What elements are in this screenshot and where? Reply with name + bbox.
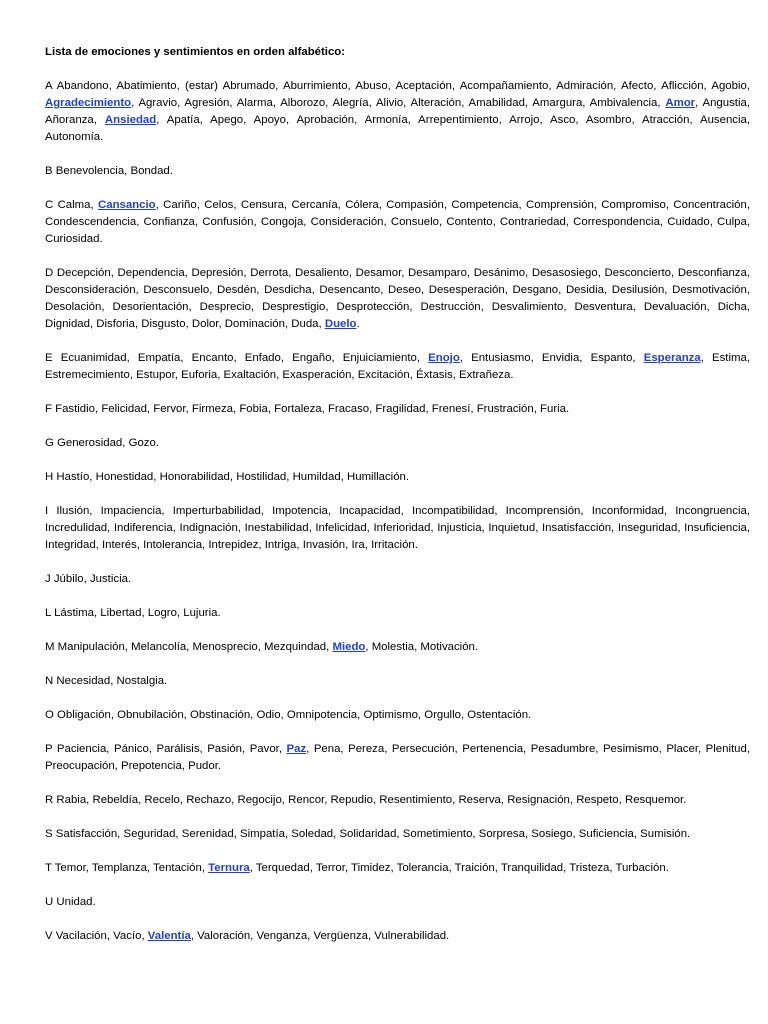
document-title: Lista de emociones y sentimientos en orden alfabético: <box>45 46 346 58</box>
paragraph-letter-u <box>45 894 750 911</box>
paragraph-text: , Terquedad, Terror, Timidez, Tolerancia, Traición, Tranquilidad, Tristeza, Turbación. <box>249 862 669 874</box>
paragraph-text: P Paciencia, Pánico, Parálisis, Pasión, Pavor, <box>45 743 287 755</box>
paragraph-text: , Pena, Pereza, Persecución, Pertenencia, Pesadumbre, Pesimismo, Placer, Plenitud, Preocupación, Prepotencia, Pudor. <box>45 743 750 772</box>
paragraph-text: L Lástima, Libertad, Logro, Lujuria. <box>45 607 221 619</box>
paragraph-text: F Fastidio, Felicidad, Fervor, Firmeza, Fobia, Fortaleza, Fracaso, Fragilidad, Frenesí, Frustración, Furia. <box>45 403 570 415</box>
paragraph-letter-e <box>45 350 750 384</box>
paragraph-text: U Unidad. <box>45 896 96 908</box>
paragraph-text: M Manipulación, Melancolía, Menosprecio, Mezquindad, <box>45 641 333 653</box>
paragraph-text: . <box>356 318 360 330</box>
emotion-link-duelo[interactable]: Duelo <box>324 318 357 330</box>
paragraph-letter-i <box>45 503 750 554</box>
paragraph-letter-j <box>45 571 750 588</box>
paragraph-text: T Temor, Templanza, Tentación, <box>45 862 209 874</box>
emotion-link-ansiedad[interactable]: Ansiedad <box>104 114 157 126</box>
emotion-link-valentía[interactable]: Valentía <box>147 930 191 942</box>
paragraph-letter-a <box>45 78 750 146</box>
emotion-link-amor[interactable]: Amor <box>665 97 696 109</box>
paragraph-letter-f <box>45 401 750 418</box>
paragraph-letter-o <box>45 707 750 724</box>
paragraph-letter-s <box>45 826 750 843</box>
paragraph-text: , Molestia, Motivación. <box>365 641 479 653</box>
paragraph-letter-b <box>45 163 750 180</box>
paragraph-letter-c <box>45 197 750 248</box>
paragraph-letter-p <box>45 741 750 775</box>
paragraph-letter-m <box>45 639 750 656</box>
paragraph-letter-r <box>45 792 750 809</box>
paragraph-letter-l <box>45 605 750 622</box>
paragraph-text: O Obligación, Obnubilación, Obstinación, Odio, Omnipotencia, Optimismo, Orgullo, Ostentación. <box>45 709 532 721</box>
paragraph-text: B Benevolencia, Bondad. <box>45 165 173 177</box>
emotion-link-esperanza[interactable]: Esperanza <box>643 352 701 364</box>
emotion-link-cansancio[interactable]: Cansancio <box>98 199 156 211</box>
paragraph-text: , Cariño, Celos, Censura, Cercanía, Cólera, Compasión, Competencia, Comprensión, Compromiso, Concentración, Condescendencia, Confianza, Confusión, Congoja, Consideración, Consuelo, Contento, Contrariedad, Correspondencia, Cuidado, Culpa, Curiosidad. <box>45 199 751 245</box>
paragraph-text: D Decepción, Dependencia, Depresión, Derrota, Desaliento, Desamor, Desamparo, Desánimo, Desasosiego, Desconcierto, Desconfianza, Desconsideración, Desconsuelo, Desdén, Desdicha, Desencanto, Deseo, Desesperación, Desgano, Desidia, Desilusión, Desmotivación, Desolación, Desorientación, Desprecio, Desprestigio, Desprotección, Destrucción, Desvalimiento, Desventura, Devaluación, Dicha, Dignidad, Disforia, Disgusto, Dolor, Dominación, Duda, <box>45 267 750 330</box>
paragraph-text: , Estima, Estremecimiento, Estupor, Euforia, Exaltación, Exasperación, Excitación, Éxtasis, Extrañeza. <box>45 352 750 381</box>
paragraph-letter-t <box>45 860 750 877</box>
emotion-link-enojo[interactable]: Enojo <box>428 352 460 364</box>
paragraph-letter-n <box>45 673 750 690</box>
paragraph-text: H Hastío, Honestidad, Honorabilidad, Hostilidad, Humildad, Humillación. <box>45 471 410 483</box>
paragraph-text: , Angustia, Añoranza, <box>45 97 750 126</box>
paragraph-text: , Apatía, Apego, Apoyo, Aprobación, Armonía, Arrepentimiento, Arrojo, Asco, Asombro, Atracción, Ausencia, Autonomía. <box>45 114 750 143</box>
paragraph-letter-g <box>45 435 750 452</box>
emotion-link-miedo[interactable]: Miedo <box>332 641 366 653</box>
paragraph-text: E Ecuanimidad, Empatía, Encanto, Enfado, Engaño, Enjuiciamiento, <box>45 352 429 364</box>
paragraph-text: V Vacilación, Vacío, <box>45 930 148 942</box>
emotion-list <box>45 78 750 945</box>
paragraph-text: , Entusiasmo, Envidia, Espanto, <box>459 352 644 364</box>
paragraph-text: I Ilusión, Impaciencia, Imperturbabilidad, Impotencia, Incapacidad, Incompatibilidad, Incomprensión, Inconformidad, Incongruencia, Incredulidad, Indiferencia, Indignación, Inestabilidad, Infelicidad, Inferioridad, Injusticia, Inquietud, Insatisfacción, Inseguridad, Insuficiencia, Integridad, Interés, Intolerancia, Intrepidez, Intriga, Invasión, Ira, Irritación. <box>45 505 750 551</box>
paragraph-text: C Calma, <box>45 199 99 211</box>
paragraph-letter-h <box>45 469 750 486</box>
emotion-link-paz[interactable]: Paz <box>286 743 307 755</box>
paragraph-text: N Necesidad, Nostalgia. <box>45 675 168 687</box>
paragraph-text: S Satisfacción, Seguridad, Serenidad, Simpatía, Soledad, Solidaridad, Sometimiento, Sorpresa, Sosiego, Suficiencia, Sumisión. <box>45 828 691 840</box>
paragraph-letter-d <box>45 265 750 333</box>
paragraph-text: R Rabia, Rebeldía, Recelo, Rechazo, Regocijo, Rencor, Repudio, Resentimiento, Reserva, Resignación, Respeto, Resquemor. <box>45 794 687 806</box>
emotion-link-agradecimiento[interactable]: Agradecimiento <box>45 97 132 109</box>
paragraph-letter-v <box>45 928 750 945</box>
paragraph-text: , Agravio, Agresión, Alarma, Alborozo, Alegría, Alivio, Alteración, Amabilidad, Amargura, Ambivalencia, <box>131 97 666 109</box>
paragraph-text: A Abandono, Abatimiento, (estar) Abrumado, Aburrimiento, Abuso, Aceptación, Acompañamiento, Admiración, Afecto, Aflicción, Agobio, <box>45 80 750 92</box>
paragraph-text: G Generosidad, Gozo. <box>45 437 159 449</box>
paragraph-text: , Valoración, Venganza, Vergüenza, Vulnerabilidad. <box>190 930 450 942</box>
paragraph-text: J Júbilo, Justicia. <box>45 573 132 585</box>
emotion-link-ternura[interactable]: Ternura <box>208 862 250 874</box>
